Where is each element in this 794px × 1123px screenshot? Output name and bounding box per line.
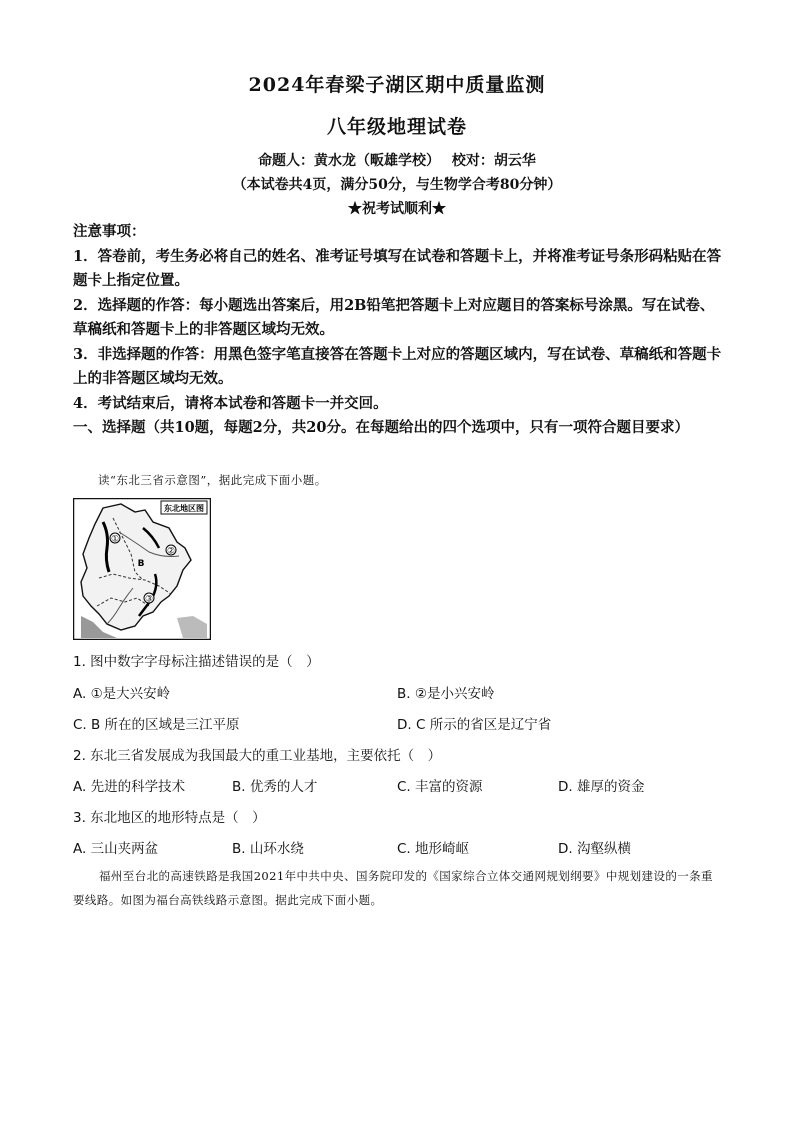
question-option: D. 沟壑纵横 [558,841,631,857]
question-stem: 2. 东北三省发展成为我国最大的重工业基地，主要依托（ ） [73,748,442,764]
map-label: ③ [144,594,154,605]
question-option: C. 地形崎岖 [397,841,470,857]
question-option: B. 优秀的人才 [232,779,318,795]
notes-heading: 注意事项： [73,223,146,240]
notes-item: 1．答卷前，考生务必将自己的姓名、准考证号填写在试卷和答题卡上，并将准考证号条形码粘贴在答题卡上指定位置。 [73,247,722,289]
map-legend: 东北地区图 [164,504,204,513]
question-option: A. 三山夹两盆 [73,841,159,857]
question-stem: 3. 东北地区的地形特点是（ ） [73,810,266,826]
map-label: ② [166,546,176,557]
map-label: ① [110,534,120,545]
question-option: B. ②是小兴安岭 [397,686,495,702]
question-option: D. C 所示的省区是辽宁省 [397,717,552,733]
section-heading: 一、选择题（共10题，每题2分，共20分。在每题给出的四个选项中，只有一项符合题目要求） [73,419,689,436]
notes-item: 3．非选择题的作答：用黑色签字笔直接答在答题卡上对应的答题区域内，写在试卷、草稿纸和答题卡上的非答题区域均无效。 [73,345,722,387]
question-option: C. B 所在的区域是三江平原 [73,717,240,733]
question-option: B. 山环水绕 [232,841,304,857]
exam-authors: 命题人：黄水龙（畈雄学校） 校对：胡云华 [258,153,536,169]
exam-info: （本试卷共4页，满分50分，与生物学合考80分钟） [232,177,562,193]
question-option: A. 先进的科学技术 [73,779,186,795]
notes-block [73,220,723,441]
exam-subtitle: 八年级地理试卷 [326,116,467,138]
intro-text: 读“东北三省示意图”，据此完成下面小题。 [98,473,327,487]
notes-item: 2．选择题的作答：每小题选出答案后，用2B铅笔把答题卡上对应题目的答案标号涂黑。写在试卷、草稿纸和答题卡上的非答题区域均无效。 [73,296,715,338]
question-stem: 1. 图中数字字母标注描述错误的是（ ） [73,654,320,670]
exam-title: 2024年春梁子湖区期中质量监测 [248,74,546,96]
notes-item: 4．考试结束后，请将本试卷和答题卡一并交回。 [73,394,388,412]
question-option: C. 丰富的资源 [397,779,483,795]
question-option: D. 雄厚的资金 [558,779,645,795]
question-option: A. ①是大兴安岭 [73,686,171,702]
map-label: B [137,559,145,569]
intro-paragraph: 福州至台北的高速铁路是我国2021年中共中央、国务院印发的《国家综合立体交通网规划纲要》中规划建设的一条重要线路。如图为福台高铁线路示意图。据此完成下面小题。 [73,869,713,907]
northeast-map [73,498,211,640]
exam-wish: ★祝考试顺利★ [348,201,446,217]
